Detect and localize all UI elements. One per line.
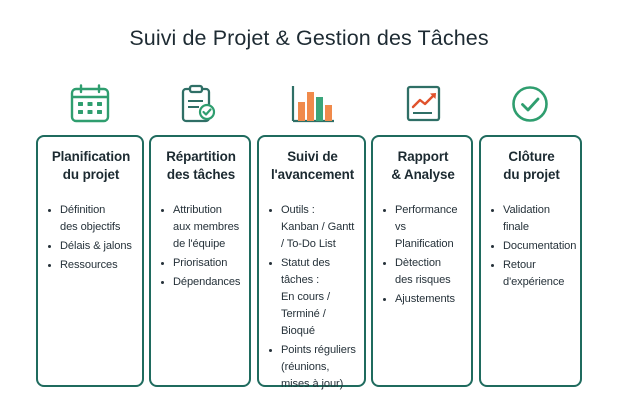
list-item: Performance vs Planification	[383, 202, 463, 253]
calendar-icon	[68, 84, 112, 124]
list-item: Définition des objectifs	[48, 202, 134, 236]
list-item: Délais & jalons	[48, 238, 134, 255]
clipboard-check-icon	[177, 84, 221, 124]
card-list	[491, 202, 577, 291]
list-item: Statut des tâches : En cours / Terminé / Bioqué	[269, 255, 356, 340]
card-list	[48, 202, 134, 274]
card-rapport	[371, 135, 473, 387]
card-title: Rapport & Analyse	[391, 149, 455, 182]
list-item: Attribution aux membres de l'équipe	[161, 202, 241, 253]
check-circle-icon	[508, 84, 552, 124]
list-item: Validation finale	[491, 202, 572, 236]
card-title: Répartition des tâches	[166, 149, 236, 182]
card-title: Suivi de l'avancement	[270, 149, 355, 182]
card-list	[161, 202, 241, 291]
card-list	[269, 202, 356, 393]
page-title: Suivi de Projet & Gestion des Tâches	[129, 26, 489, 50]
list-item: Points réguliers (réunions, mises à jour)	[269, 342, 356, 393]
list-item: Priorisation	[161, 255, 241, 272]
card-planification	[36, 135, 144, 387]
trend-report-icon	[404, 84, 448, 124]
card-list	[383, 202, 463, 308]
card-title: Clôture du projet	[503, 149, 560, 182]
list-item: Outils : Kanban / Gantt / To-Do List	[269, 202, 356, 253]
list-item: Dépendances	[161, 274, 241, 291]
bar-chart-icon	[291, 84, 335, 124]
card-repartition	[149, 135, 251, 387]
list-item: Documentation	[491, 238, 572, 255]
card-cloture	[479, 135, 582, 387]
list-item: Dètection des risques	[383, 255, 463, 289]
card-suivi	[257, 135, 366, 390]
card-title: Planification du projet	[51, 149, 131, 182]
list-item: Ajustements	[383, 291, 463, 308]
list-item: Ressources	[48, 257, 134, 274]
list-item: Retour d'expérience	[491, 257, 572, 291]
